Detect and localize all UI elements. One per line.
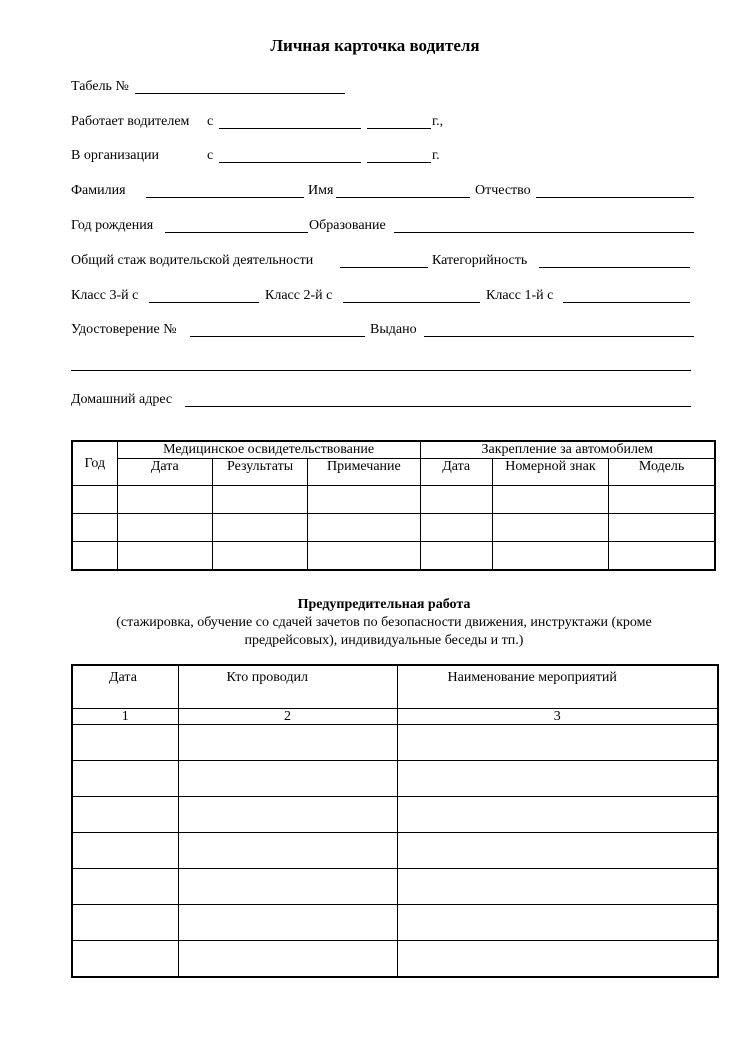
column-number-3: 3 bbox=[397, 709, 718, 725]
table-row bbox=[72, 542, 715, 571]
table-row bbox=[72, 486, 715, 514]
tabel-field[interactable] bbox=[135, 79, 345, 94]
patronymic-field[interactable] bbox=[536, 183, 694, 198]
date-header: Дата bbox=[72, 665, 178, 709]
class3-label: Класс 3-й с bbox=[71, 288, 139, 303]
class2-field[interactable] bbox=[343, 288, 480, 303]
total-experience-label: Общий стаж водительской деятельности bbox=[71, 253, 314, 268]
category-label: Категорийность bbox=[432, 253, 528, 268]
works-from-date-field[interactable] bbox=[219, 114, 361, 129]
table-row bbox=[72, 725, 718, 761]
class3-field[interactable] bbox=[149, 288, 259, 303]
preventive-subtitle-line2: предрейсовых), индивидуальные беседы и тп.) bbox=[244, 633, 524, 648]
table-row bbox=[72, 869, 718, 905]
assignment-date-header: Дата bbox=[420, 459, 492, 486]
medical-note-header: Примечание bbox=[308, 459, 420, 486]
medical-results-header: Результаты bbox=[212, 459, 307, 486]
education-label: Образование bbox=[309, 218, 386, 233]
issued-label: Выдано bbox=[370, 322, 417, 337]
in-organization-label: В организации bbox=[71, 148, 159, 163]
birth-year-field[interactable] bbox=[165, 218, 308, 233]
table-row bbox=[72, 761, 718, 797]
issued-continuation-field[interactable] bbox=[71, 356, 691, 371]
name-field[interactable] bbox=[336, 183, 470, 198]
table-row bbox=[72, 514, 715, 542]
license-number-field[interactable] bbox=[190, 322, 365, 337]
table-row bbox=[72, 905, 718, 941]
conducted-by-header: Кто проводил bbox=[178, 665, 397, 709]
preventive-subtitle-line1: (стажировка, обучение со сдачей зачетов по безопасности движения, инструктажи (кроме bbox=[116, 615, 652, 630]
surname-label: Фамилия bbox=[71, 183, 126, 198]
works-from-year-field[interactable] bbox=[367, 114, 431, 129]
event-name-header: Наименование мероприятий bbox=[397, 665, 718, 709]
column-number-2: 2 bbox=[178, 709, 397, 725]
surname-field[interactable] bbox=[146, 183, 304, 198]
org-from-date-field[interactable] bbox=[219, 148, 361, 163]
category-field[interactable] bbox=[539, 253, 690, 268]
preventive-work-table bbox=[71, 664, 719, 978]
org-from-year-field[interactable] bbox=[367, 148, 431, 163]
medical-assignment-table bbox=[71, 440, 716, 571]
issued-field[interactable] bbox=[424, 322, 694, 337]
medical-header: Медицинское освидетельствование bbox=[117, 441, 420, 459]
table-row bbox=[72, 797, 718, 833]
org-from-label: с bbox=[207, 148, 214, 163]
birth-year-label: Год рождения bbox=[71, 218, 154, 233]
class2-label: Класс 2-й с bbox=[265, 288, 333, 303]
name-label: Имя bbox=[308, 183, 334, 198]
license-label: Удостоверение № bbox=[71, 322, 177, 337]
works-year-suffix: г., bbox=[432, 114, 444, 129]
class1-label: Класс 1-й с bbox=[486, 288, 554, 303]
tabel-label: Табель № bbox=[71, 79, 129, 94]
year-header: Год bbox=[72, 441, 117, 486]
model-header: Модель bbox=[609, 459, 715, 486]
table-row bbox=[72, 833, 718, 869]
total-experience-field[interactable] bbox=[340, 253, 428, 268]
works-as-driver-label: Работает водителем bbox=[71, 114, 190, 129]
preventive-title: Предупредительная работа bbox=[297, 597, 471, 612]
page-title: Личная карточка водителя bbox=[270, 36, 480, 55]
org-year-suffix: г. bbox=[432, 148, 440, 163]
class1-field[interactable] bbox=[563, 288, 690, 303]
assignment-header: Закрепление за автомобилем bbox=[420, 441, 715, 459]
medical-date-header: Дата bbox=[117, 459, 212, 486]
works-from-label: с bbox=[207, 114, 214, 129]
home-address-label: Домашний адрес bbox=[71, 392, 173, 407]
education-field[interactable] bbox=[394, 218, 694, 233]
home-address-field[interactable] bbox=[185, 392, 691, 407]
plate-number-header: Номерной знак bbox=[492, 459, 608, 486]
column-number-1: 1 bbox=[72, 709, 178, 725]
table-row bbox=[72, 941, 718, 978]
patronymic-label: Отчество bbox=[475, 183, 531, 198]
